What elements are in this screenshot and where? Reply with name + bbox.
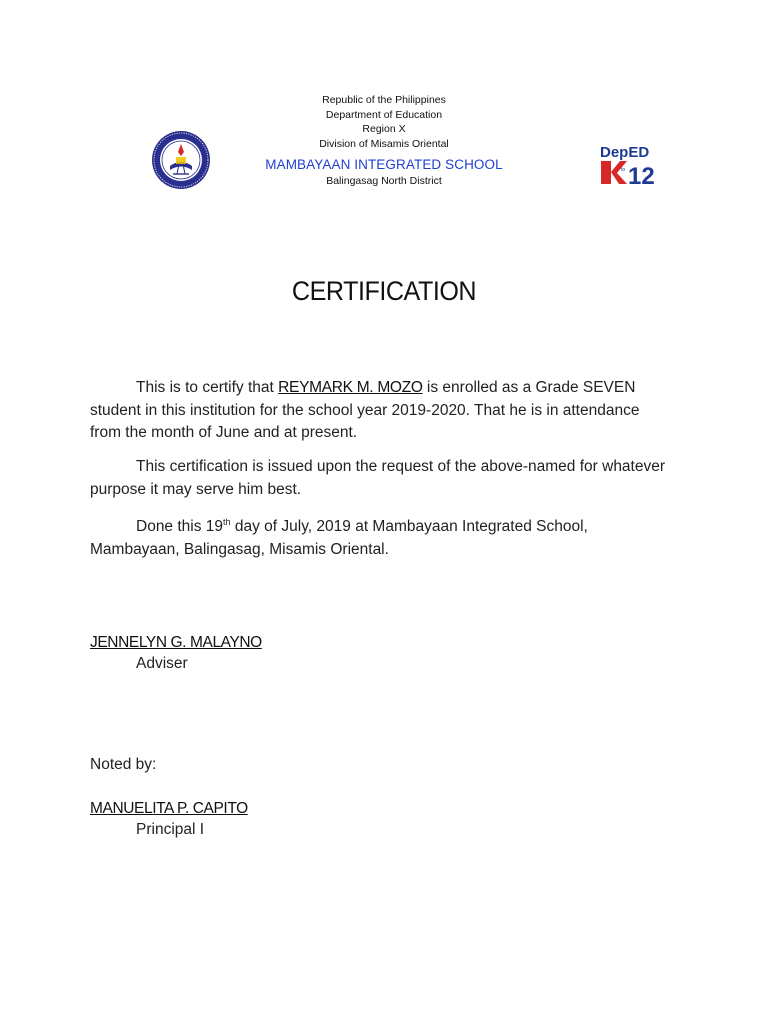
paragraph3-prefix: Done this 19 <box>136 518 224 536</box>
date-ordinal: th <box>223 517 231 527</box>
principal-name: MANUELITA P. CAPITO <box>90 800 248 817</box>
purpose-paragraph <box>90 456 670 501</box>
deped-text: DepED <box>600 144 650 161</box>
principal-role: Principal I <box>136 821 205 838</box>
date-paragraph <box>90 511 670 561</box>
noted-by-label: Noted by: <box>90 756 157 773</box>
adviser-signature-block <box>90 632 262 674</box>
school-district: Balingasag North District <box>326 175 442 188</box>
paragraph2-text: This certification is issued upon the request of the above-named for whatever purpose it may serve him best. <box>90 458 666 498</box>
paragraph1-prefix: This is to certify that <box>136 379 279 396</box>
svg-text:to: to <box>621 167 626 173</box>
paragraph1-suffix: is enrolled as a Grade SEVEN student in this institution for the school year 2019-2020. That he is in attendance from the month of June and at present. <box>90 379 640 441</box>
letterhead <box>0 93 768 189</box>
header-region: Region X <box>362 123 406 136</box>
certification-paragraph <box>90 377 670 445</box>
adviser-name: JENNELYN G. MALAYNO <box>90 634 262 651</box>
document-title: CERTIFICATION <box>291 276 477 306</box>
svg-text:12: 12 <box>628 163 655 186</box>
school-name: MAMBAYAAN INTEGRATED SCHOOL <box>265 157 503 173</box>
principal-signature-block <box>90 798 248 840</box>
student-name: REYMARK M. MOZO <box>278 379 423 396</box>
header-republic: Republic of the Philippines <box>322 94 446 106</box>
paragraph3-suffix: day of July, 2019 at Mambayaan Integrated School, Mambayaan, Balingasag, Misamis Oriental. <box>90 518 588 558</box>
header-division: Division of Misamis Oriental <box>319 137 449 150</box>
adviser-role: Adviser <box>136 655 188 672</box>
header-department: Department of Education <box>325 108 443 121</box>
